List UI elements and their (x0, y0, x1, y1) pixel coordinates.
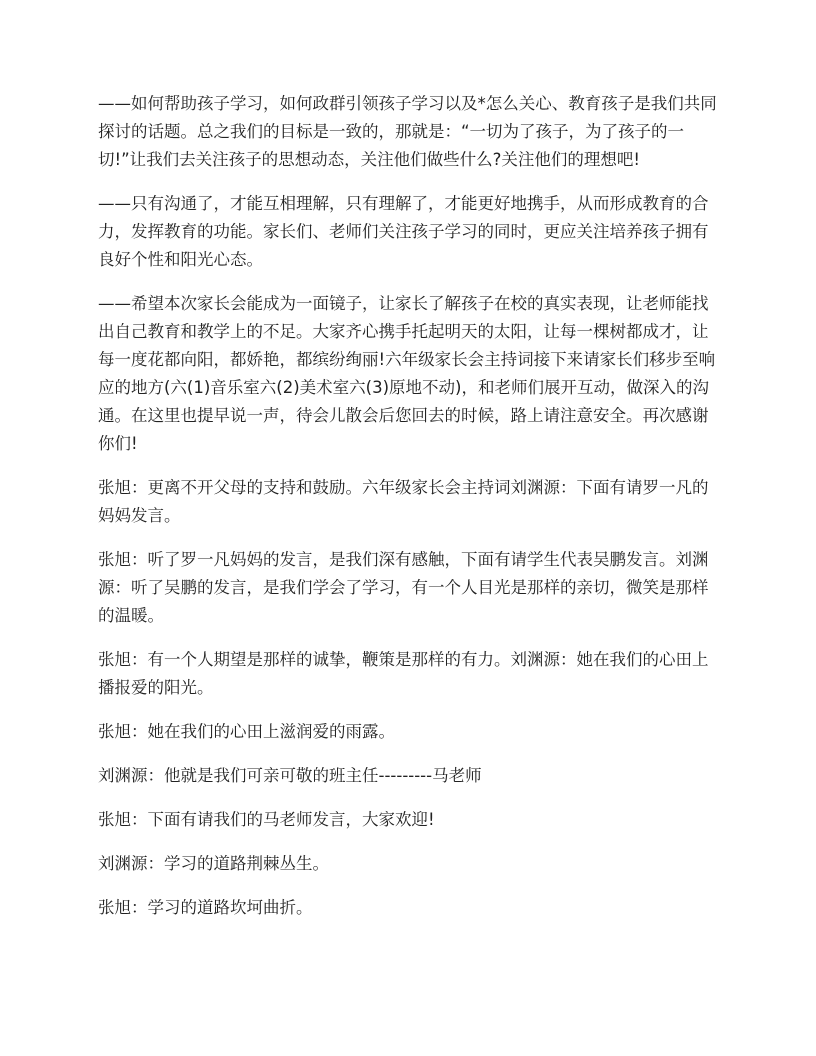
document-body (98, 90, 723, 938)
paragraph-3: ——希望本次家长会能成为一面镜子，让家长了解孩子在校的真实表现，让老师能找出自己教育和教学上的不足。大家齐心携手托起明天的太阳，让每一棵树都成才，让每一度花都向阳，都娇艳，都缤纷绚丽!六年级家长会主持词接下来请家长们移步至响应的地方(六(1)音乐室六(2)美术室六(3)原地不动)，和老师们展开互动，做深入的沟通。在这里也提早说一声，待会儿散会后您回去的时候，路上请注意安全。再次感谢你们! (98, 294, 716, 453)
paragraph-10: 刘渊源：学习的道路荆棘丛生。 (98, 854, 329, 873)
paragraph-9: 张旭：下面有请我们的马老师发言，大家欢迎! (98, 810, 435, 829)
paragraph-2: ——只有沟通了，才能互相理解，只有理解了，才能更好地携手，从而形成教育的合力，发挥教育的功能。家长们、老师们关注孩子学习的同时，更应关注培养孩子拥有良好个性和阳光心态。 (98, 194, 709, 269)
paragraph-4: 张旭：更离不开父母的支持和鼓励。六年级家长会主持词刘渊源：下面有请罗一凡的妈妈发言。 (98, 478, 709, 525)
paragraph-6: 张旭：有一个人期望是那样的诚挚，鞭策是那样的有力。刘渊源：她在我们的心田上播报爱的阳光。 (98, 650, 709, 697)
paragraph-7: 张旭：她在我们的心田上滋润爱的雨露。 (98, 722, 395, 741)
paragraph-5: 张旭：听了罗一凡妈妈的发言，是我们深有感触，下面有请学生代表吴鹏发言。刘渊源：听了吴鹏的发言，是我们学会了学习，有一个人目光是那样的亲切，微笑是那样的温暖。 (98, 550, 709, 625)
paragraph-8: 刘渊源：他就是我们可亲可敬的班主任---------马老师 (98, 766, 482, 785)
paragraph-1: ——如何帮助孩子学习，如何政群引领孩子学习以及*怎么关心、教育孩子是我们共同探讨的话题。总之我们的目标是一致的，那就是：“一切为了孩子，为了孩子的一切!”让我们去关注孩子的思想动态，关注他们做些什么?关注他们的理想吧! (98, 94, 717, 169)
paragraph-11: 张旭：学习的道路坎坷曲折。 (98, 898, 313, 917)
